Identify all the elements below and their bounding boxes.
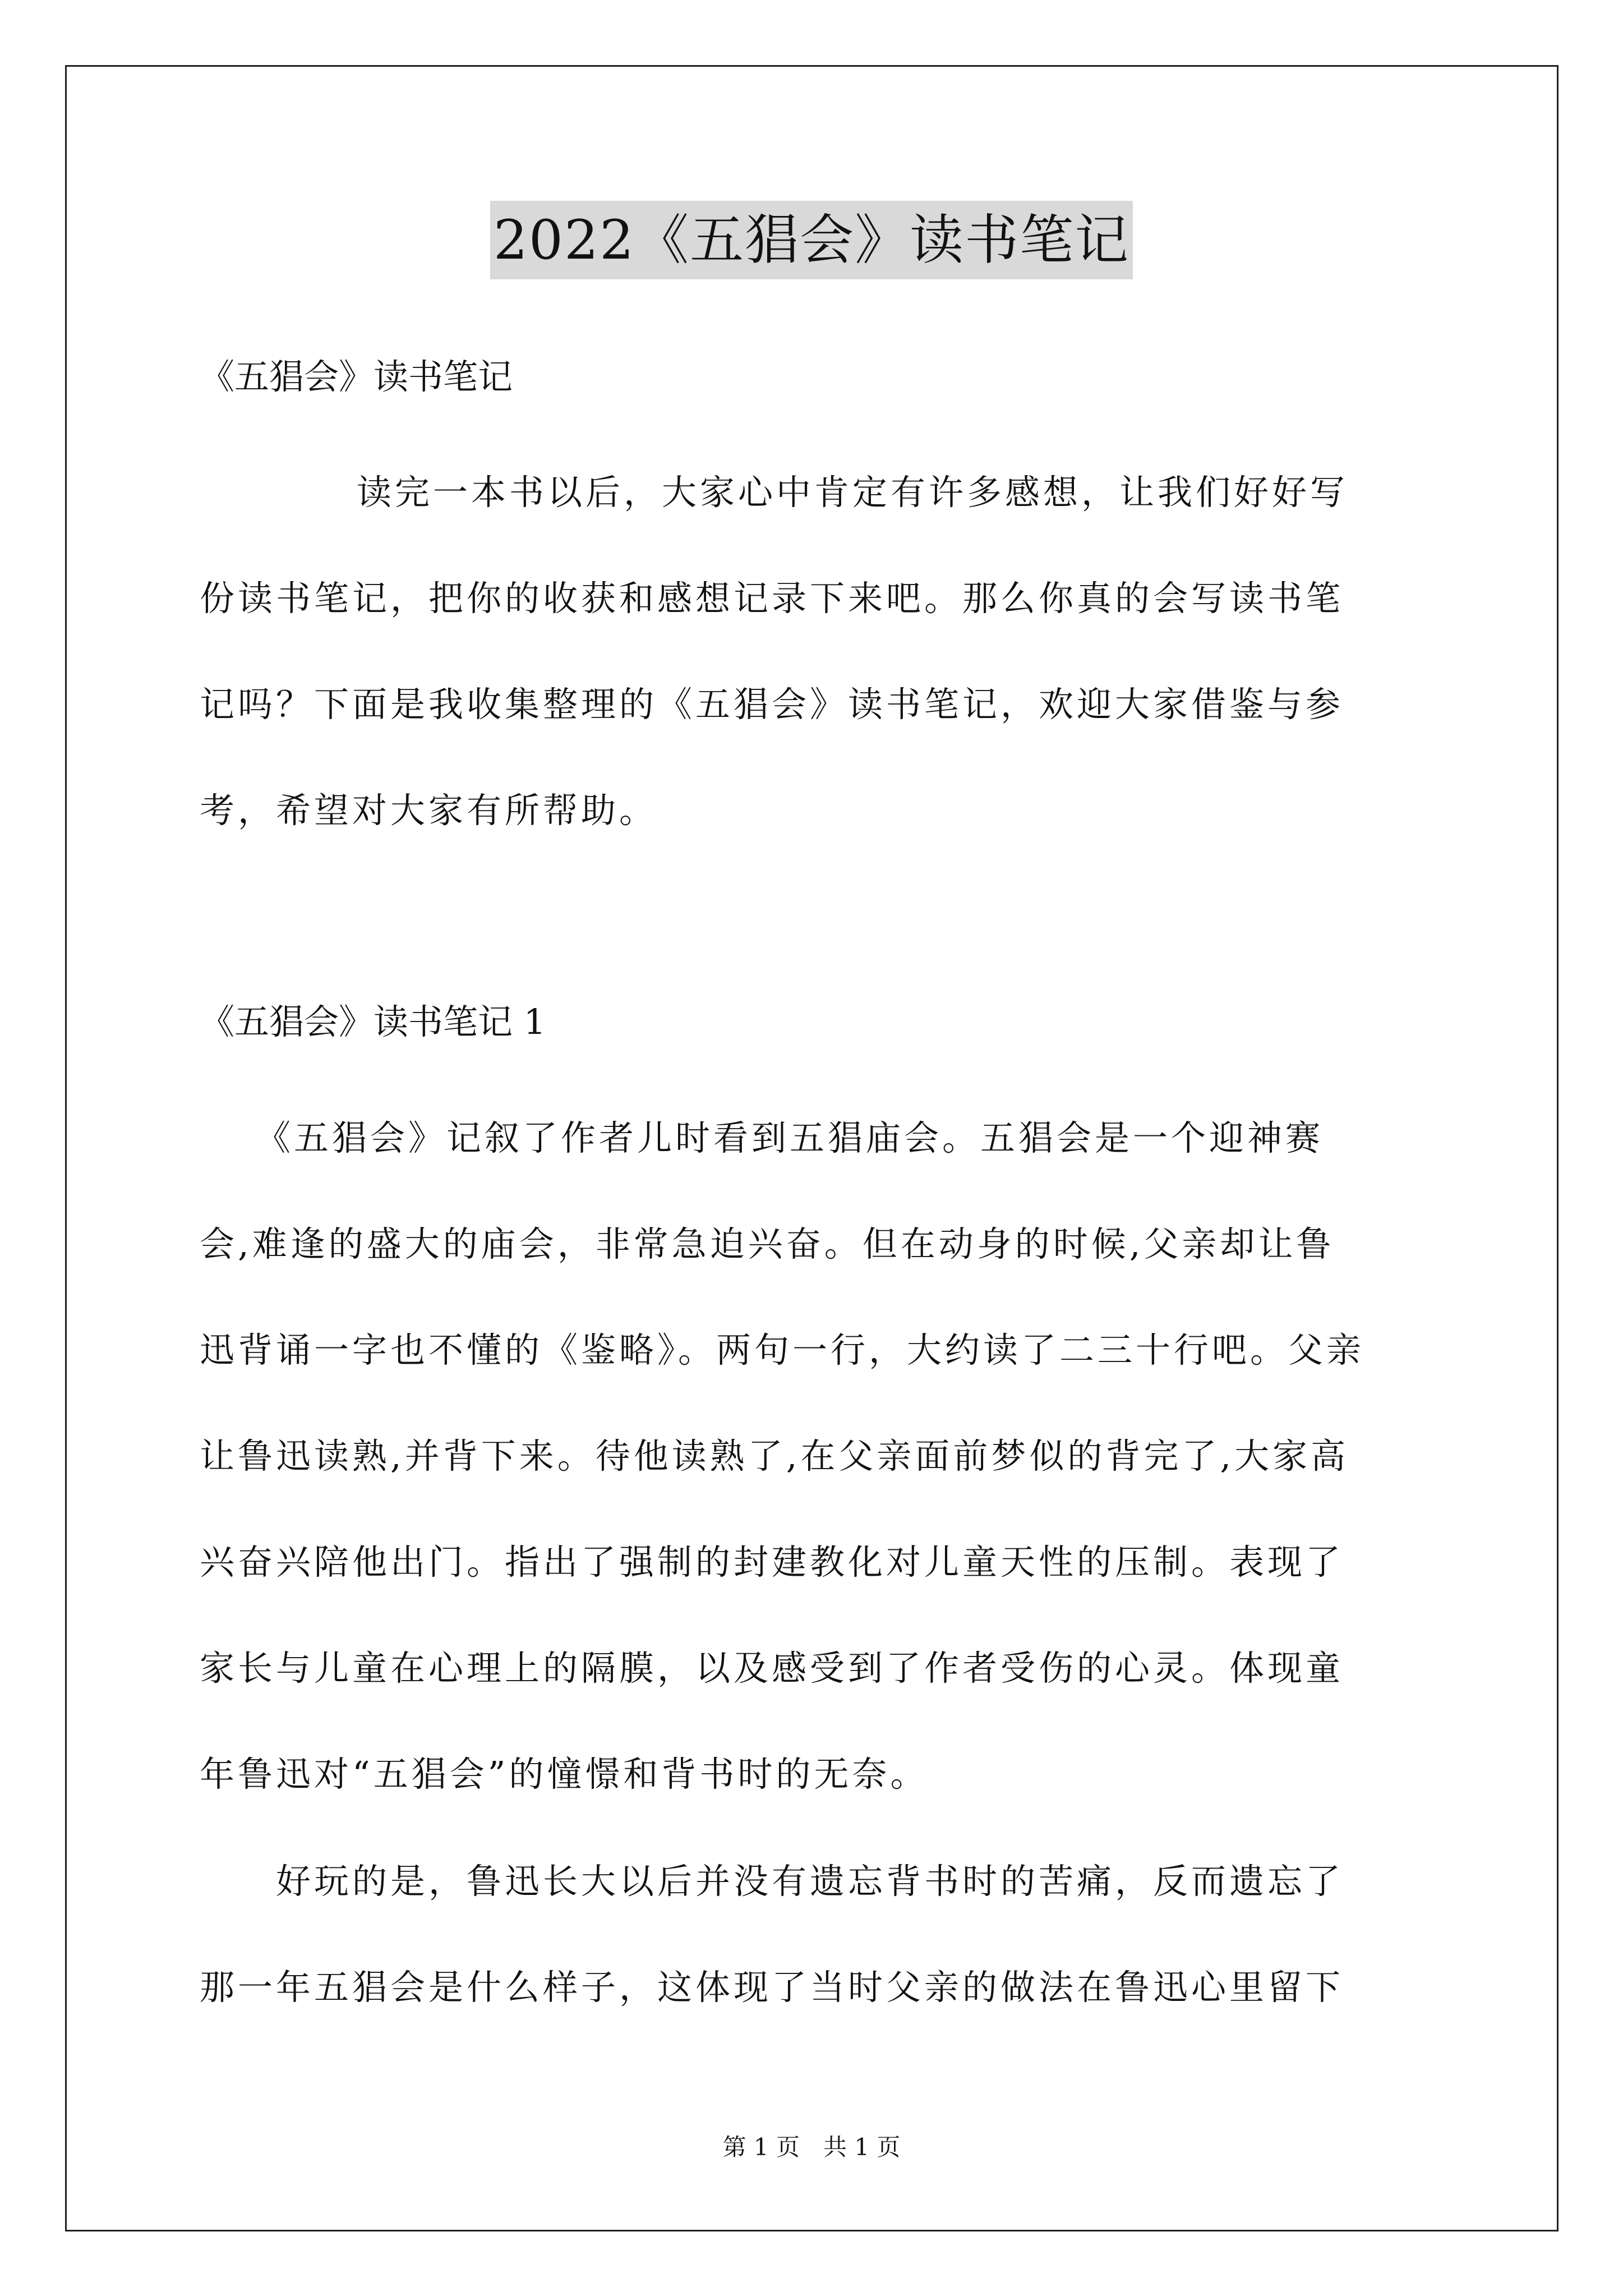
paragraph-line: 好玩的是，鲁迅长大以后并没有遗忘背书时的苦痛，反而遗忘了 [276, 1861, 1344, 1902]
subtitle: 《五猖会》读书笔记 [200, 356, 513, 397]
intro-line: 读完一本书以后，大家心中肯定有许多感想，让我们好好写 [357, 472, 1349, 513]
paragraph-line: 家长与儿童在心理上的隔膜，以及感受到了作者受伤的心灵。体现童 [200, 1648, 1344, 1688]
title-container [0, 201, 1623, 279]
page-footer: 第 1 页 共 1 页 [722, 2133, 901, 2161]
section1-paragraph1 [200, 1085, 1428, 1827]
intro-line: 记吗？下面是我收集整理的《五猖会》读书笔记，欢迎大家借鉴与参 [200, 684, 1344, 725]
intro-paragraph [200, 439, 1428, 863]
section1-paragraph2 [200, 1828, 1428, 2040]
paragraph-line: 《五猖会》记叙了作者儿时看到五猖庙会。五猖会是一个迎神赛 [256, 1117, 1324, 1158]
paragraph-line: 年鲁迅对“五猖会”的憧憬和背书时的无奈。 [200, 1754, 929, 1795]
paragraph-line: 迅背诵一字也不懂的《鉴略》。两句一行，大约读了二三十行吧。父亲 [200, 1329, 1365, 1370]
paragraph-line: 兴奋兴陪他出门。指出了强制的封建教化对儿童天性的压制。表现了 [200, 1542, 1344, 1582]
paragraph-line: 会,难逢的盛大的庙会，非常急迫兴奋。但在动身的时候,父亲却让鲁 [200, 1223, 1335, 1264]
section-heading: 《五猖会》读书笔记 1 [200, 1001, 546, 1042]
intro-line: 份读书笔记，把你的收获和感想记录下来吧。那么你真的会写读书笔 [200, 578, 1344, 619]
document-title: 2022《五猖会》读书笔记 [490, 201, 1133, 279]
paragraph-line: 让鲁迅读熟,并背下来。待他读熟了,在父亲面前梦似的背完了,大家高 [200, 1435, 1349, 1476]
paragraph-line: 那一年五猖会是什么样子，这体现了当时父亲的做法在鲁迅心里留下 [200, 1967, 1344, 2008]
intro-line: 考，希望对大家有所帮助。 [200, 790, 658, 831]
